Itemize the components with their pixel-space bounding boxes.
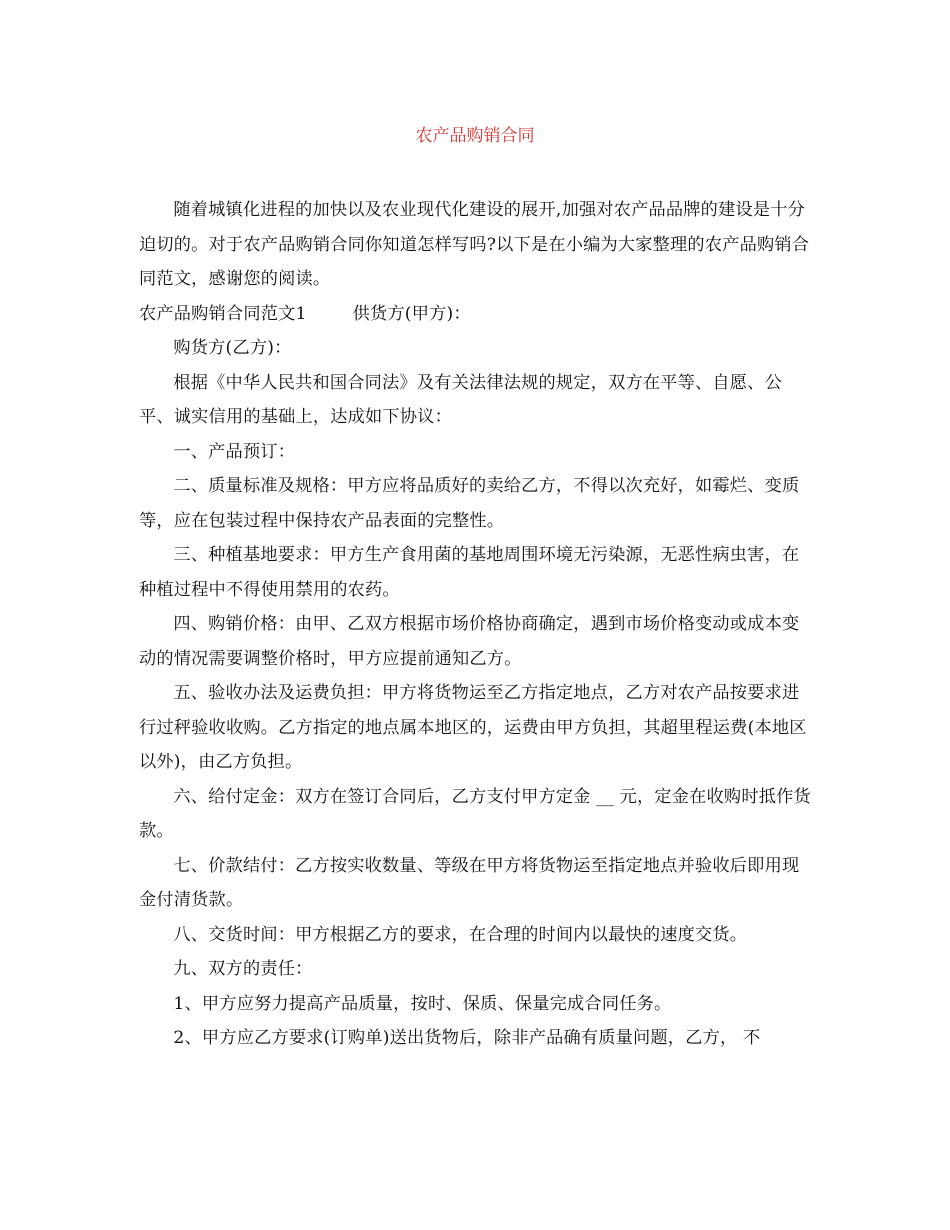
clause-3: 三、种植基地要求：甲方生产食用菌的基地周围环境无污染源，无恶性病虫害，在种植过程中不得使用禁用的农药。 — [139, 545, 800, 600]
clause-2: 二、质量标准及规格：甲方应将品质好的卖给乙方，不得以次充好，如霉烂、变质等，应在包装过程中保持农产品表面的完整性。 — [139, 476, 800, 531]
responsibility-2: 2、甲方应乙方要求(订购单)送出货物后，除非产品确有质量问题，乙方， 不 — [173, 1028, 761, 1048]
sample-heading: 农产品购销合同范文1 — [139, 303, 307, 324]
responsibility-1: 1、甲方应努力提高产品质量，按时、保质、保量完成合同任务。 — [173, 993, 672, 1014]
clause-8: 八、交货时间：甲方根据乙方的要求，在合理的时间内以最快的速度交货。 — [173, 924, 748, 945]
clause-9: 九、双方的责任： — [173, 959, 313, 979]
document-title: 农产品购销合同 — [415, 126, 535, 146]
clause-7: 七、价款结付：乙方按实收数量、等级在甲方将货物运至指定地点并验收后即用现金付清货款。 — [139, 855, 800, 910]
supplier-line: 供货方(甲方)： — [352, 303, 471, 324]
sample-heading-line — [139, 297, 811, 332]
buyer-line: 购货方(乙方)： — [173, 338, 292, 358]
clause-4: 四、购销价格：由甲、乙双方根据市场价格协商确定，遇到市场价格变动或成本变动的情况需要调整价格时，甲方应提前通知乙方。 — [139, 614, 800, 669]
preamble-paragraph: 根据《中华人民共和国合同法》及有关法律法规的规定，双方在平等、自愿、公平、诚实信用的基础上，达成如下协议： — [139, 372, 782, 427]
intro-paragraph: 随着城镇化进程的加快以及农业现代化建设的展开,加强对农产品品牌的建设是十分迫切的。对于农产品购销合同你知道怎样写吗?以下是在小编为大家整理的农产品购销合同范文，感谢您的阅读。 — [139, 200, 810, 289]
clause-1: 一、产品预订： — [173, 441, 296, 462]
clause-5: 五、验收办法及运费负担：甲方将货物运至乙方指定地点，乙方对农产品按要求进行过秤验收收购。乙方指定的地点属本地区的，运费由甲方负担，其超里程运费(本地区以外)，由乙方负担。 — [139, 683, 807, 772]
document-body — [139, 193, 811, 1056]
clause-6: 六、给付定金：双方在签订合同后，乙方支付甲方定金 __ 元，定金在收购时抵作货款。 — [139, 786, 811, 841]
